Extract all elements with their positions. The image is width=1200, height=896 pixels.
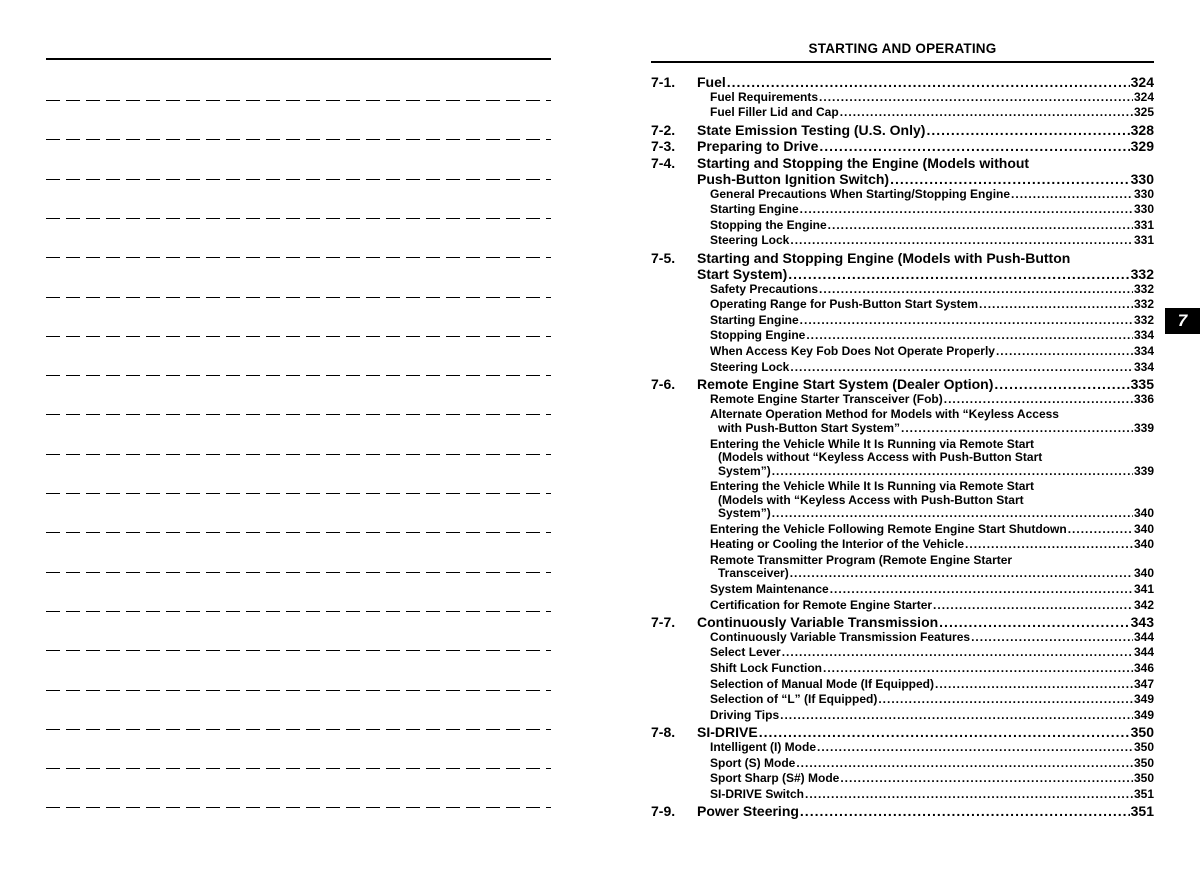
entry-title: Safety Precautions	[710, 281, 819, 296]
dot-leader	[819, 91, 1133, 105]
entry-body	[710, 678, 1154, 692]
entry-body	[697, 138, 1154, 154]
entry-line	[710, 631, 1154, 645]
entry-title: Preparing to Drive	[697, 138, 819, 155]
page-number: 350	[1133, 755, 1154, 770]
entry-title: System Maintenance	[710, 582, 829, 596]
note-line	[46, 257, 551, 258]
page-number: 339	[1133, 463, 1154, 478]
page-number: 350	[1130, 724, 1154, 741]
entry-title: Power Steering	[697, 803, 799, 820]
entry-line	[697, 376, 1154, 392]
entry-title: When Access Key Fob Does Not Operate Properly	[710, 344, 995, 358]
page-number: 340	[1133, 521, 1154, 536]
entry-line	[697, 122, 1154, 138]
page-number: 342	[1133, 597, 1154, 612]
note-line	[46, 572, 551, 573]
entry-line	[710, 91, 1154, 105]
entry-title: Stopping the Engine	[710, 217, 827, 232]
entry-title: Fuel	[697, 74, 726, 90]
section-number: 7-9.	[651, 803, 676, 820]
page-number: 349	[1133, 707, 1154, 722]
entry-body	[710, 538, 1154, 552]
entry-line	[710, 234, 1154, 248]
dot-leader	[840, 106, 1133, 120]
note-line	[46, 414, 551, 415]
page-number: 329	[1130, 138, 1154, 155]
note-line	[46, 454, 551, 455]
entry-line	[697, 266, 1154, 282]
note-line	[46, 532, 551, 533]
entry-title: Fuel Filler Lid and Cap	[710, 105, 839, 120]
entry-title: Continuously Variable Transmission	[697, 614, 939, 631]
page-number: 344	[1133, 629, 1154, 644]
dot-leader	[800, 314, 1133, 328]
dot-leader	[1011, 188, 1133, 202]
dot-leader	[979, 298, 1133, 312]
dot-leader	[828, 219, 1133, 233]
entry-title: Shift Lock Function	[710, 661, 822, 675]
entry-line	[710, 693, 1154, 707]
entry-title: SI-DRIVE Switch	[710, 786, 805, 801]
entry-body	[710, 219, 1154, 233]
dot-leader	[805, 788, 1133, 802]
page-title: STARTING AND OPERATING	[808, 41, 997, 56]
page-number: 332	[1133, 281, 1154, 296]
note-line	[46, 179, 551, 180]
dot-leader	[878, 693, 1133, 707]
page-number: 351	[1130, 803, 1154, 820]
page-number: 343	[1130, 614, 1154, 631]
dot-leader	[965, 538, 1133, 552]
page-number: 328	[1130, 121, 1154, 138]
entry-line	[710, 422, 1154, 436]
entry-body	[710, 709, 1154, 723]
entry-title: System”)	[718, 506, 771, 521]
entry-title: Sport (S) Mode	[710, 755, 796, 770]
note-line	[46, 139, 551, 140]
entry-title: SI-DRIVE	[697, 724, 758, 741]
entry-title: Continuously Variable Transmission Features	[710, 629, 971, 644]
page-number: 340	[1133, 506, 1154, 521]
page-number: 331	[1133, 233, 1154, 248]
dot-leader	[772, 507, 1133, 521]
dot-leader	[780, 709, 1133, 723]
entry-title: Select Lever	[710, 645, 781, 660]
entry-body	[697, 614, 1154, 630]
entry-body	[710, 283, 1154, 297]
entry-body	[710, 314, 1154, 328]
entry-title: Steering Lock	[710, 233, 790, 248]
page-number: 332	[1130, 266, 1154, 282]
entry-title-line: Alternate Operation Method for Models with “Keyless Access	[710, 407, 1059, 422]
dot-leader	[817, 741, 1133, 755]
entry-body	[710, 554, 1154, 581]
page-number: 350	[1133, 740, 1154, 754]
note-line	[46, 297, 551, 298]
dot-leader	[830, 583, 1133, 597]
section-number: 7-4.	[651, 155, 676, 171]
entry-title: Remote Engine Start System (Dealer Option)	[697, 376, 994, 393]
entry-line	[710, 583, 1154, 597]
note-line	[46, 218, 551, 219]
section-number: 7-6.	[651, 376, 676, 393]
page-number: 344	[1133, 645, 1154, 660]
dot-leader	[935, 678, 1133, 692]
entry-title: Operating Range for Push-Button Start System	[710, 297, 979, 312]
toc-page	[600, 0, 1200, 896]
dot-leader	[890, 171, 1130, 187]
entry-title-line: Entering the Vehicle While It Is Running via Remote Start	[710, 436, 1035, 451]
dot-leader	[971, 631, 1133, 645]
entry-line	[697, 803, 1154, 819]
entry-title: State Emission Testing (U.S. Only)	[697, 121, 926, 138]
entry-body	[710, 345, 1154, 359]
note-line	[46, 611, 551, 612]
entry-body	[697, 74, 1154, 90]
dot-leader	[772, 465, 1133, 479]
page-number: 349	[1133, 692, 1154, 707]
entry-title-line: Starting and Stopping the Engine (Models without	[697, 155, 1030, 171]
entry-title-line: Entering the Vehicle While It Is Running via Remote Start	[710, 479, 1035, 494]
dot-leader	[944, 393, 1133, 407]
section-number: 7-2.	[651, 121, 676, 138]
entry-title: Selection of “L” (If Equipped)	[710, 692, 878, 707]
page-number: 351	[1133, 786, 1154, 801]
note-line	[46, 768, 551, 769]
entry-line	[697, 138, 1154, 154]
page-number: 325	[1133, 105, 1154, 120]
dot-leader	[939, 614, 1129, 630]
entry-line	[710, 538, 1154, 552]
entry-body	[710, 361, 1154, 375]
entry-body	[710, 599, 1154, 613]
page-number: 334	[1133, 344, 1154, 358]
chapter-tab-label: 7	[1177, 311, 1188, 330]
dot-leader	[926, 122, 1129, 138]
entry-body	[710, 438, 1154, 479]
entry-line	[710, 507, 1154, 521]
entry-title: Driving Tips	[710, 707, 780, 722]
entry-line	[710, 298, 1154, 312]
dot-leader	[840, 772, 1133, 786]
entry-line	[710, 203, 1154, 217]
dot-leader	[800, 203, 1133, 217]
dot-leader	[796, 757, 1133, 771]
entry-body	[697, 803, 1154, 819]
entry-line	[710, 283, 1154, 297]
entry-line	[697, 171, 1154, 187]
entry-body	[710, 234, 1154, 248]
entry-body	[697, 122, 1154, 138]
entry-line	[710, 772, 1154, 786]
entry-title: Fuel Requirements	[710, 89, 819, 104]
entry-title: Entering the Vehicle Following Remote Engine Start Shutdown	[710, 521, 1067, 536]
dot-leader	[996, 345, 1133, 359]
entry-line	[710, 678, 1154, 692]
entry-body	[710, 298, 1154, 312]
entry-line	[710, 314, 1154, 328]
entry-line	[697, 614, 1154, 630]
dot-leader	[759, 724, 1130, 740]
section-number: 7-5.	[651, 250, 676, 266]
entry-body	[710, 91, 1154, 105]
entry-line	[710, 646, 1154, 660]
note-line	[46, 690, 551, 691]
entry-body	[710, 693, 1154, 707]
dot-leader	[782, 646, 1133, 660]
page-number: 346	[1133, 661, 1154, 675]
entry-body	[710, 523, 1154, 537]
entry-body	[710, 480, 1154, 521]
page-number: 350	[1133, 771, 1154, 786]
dot-leader	[727, 74, 1130, 90]
entry-line	[697, 724, 1154, 740]
entry-title: Transceiver)	[718, 566, 789, 581]
entry-body	[697, 724, 1154, 740]
entry-body	[710, 662, 1154, 676]
entry-title-line: (Models without “Keyless Access with Push-Button Start	[718, 450, 1043, 464]
note-line	[46, 336, 551, 337]
entry-body	[710, 788, 1154, 802]
entry-body	[710, 188, 1154, 202]
entry-line	[710, 345, 1154, 359]
entry-line	[710, 188, 1154, 202]
entry-body	[710, 393, 1154, 407]
entry-body	[710, 757, 1154, 771]
dot-leader	[790, 234, 1133, 248]
dot-leader	[788, 266, 1129, 282]
entry-title-line: Starting and Stopping Engine (Models with Push-Button	[697, 250, 1071, 266]
page-number: 341	[1133, 582, 1154, 596]
entry-body	[697, 155, 1154, 187]
entry-body	[710, 329, 1154, 343]
page-number: 334	[1133, 328, 1154, 343]
note-line	[46, 650, 551, 651]
dot-leader	[806, 329, 1133, 343]
entry-line	[710, 219, 1154, 233]
page-number: 347	[1133, 676, 1154, 691]
entry-body	[710, 772, 1154, 786]
dot-leader	[994, 376, 1129, 392]
dot-leader	[790, 567, 1133, 581]
entry-body	[697, 250, 1154, 282]
entry-title: General Precautions When Starting/Stopping Engine	[710, 186, 1011, 201]
dot-leader	[1068, 523, 1133, 537]
entry-title-line: Remote Transmitter Program (Remote Engine Starter	[710, 552, 1013, 567]
entry-body	[710, 741, 1154, 755]
entry-title: Sport Sharp (S#) Mode	[710, 771, 840, 786]
section-number: 7-1.	[651, 74, 676, 90]
entry-line	[710, 788, 1154, 802]
entry-title: Stopping Engine	[710, 328, 806, 343]
page-number: 335	[1130, 376, 1154, 393]
entry-line	[710, 662, 1154, 676]
entry-body	[710, 106, 1154, 120]
entry-line	[710, 523, 1154, 537]
entry-line	[710, 709, 1154, 723]
page-number: 324	[1130, 74, 1154, 90]
page-number: 330	[1133, 186, 1154, 201]
page-number: 324	[1133, 89, 1154, 104]
entry-body	[710, 646, 1154, 660]
entry-title: Start System)	[697, 266, 788, 282]
entry-line	[710, 329, 1154, 343]
dot-leader	[933, 599, 1133, 613]
dot-leader	[790, 361, 1133, 375]
entry-title: Remote Engine Starter Transceiver (Fob)	[710, 391, 943, 406]
page-number: 336	[1133, 391, 1154, 406]
chapter-tab[interactable]	[1165, 308, 1200, 334]
note-line	[46, 375, 551, 376]
entry-title-line: (Models with “Keyless Access with Push-Button Start	[718, 492, 1024, 507]
entry-line	[710, 393, 1154, 407]
entry-line	[710, 567, 1154, 581]
entry-line	[710, 465, 1154, 479]
entry-title: System”)	[718, 463, 771, 478]
dot-leader	[819, 283, 1133, 297]
dot-leader	[901, 422, 1133, 436]
dot-leader	[800, 803, 1130, 819]
entry-line	[710, 741, 1154, 755]
note-line	[46, 807, 551, 808]
entry-title: Intelligent (I) Mode	[710, 740, 816, 754]
entry-body	[710, 408, 1154, 435]
section-number: 7-7.	[651, 614, 676, 631]
section-number: 7-8.	[651, 724, 676, 741]
entry-line	[697, 74, 1154, 90]
page-number: 331	[1133, 217, 1154, 232]
section-number: 7-3.	[651, 138, 676, 155]
entry-title: with Push-Button Start System”	[718, 420, 901, 435]
entry-body	[710, 203, 1154, 217]
entry-body	[697, 376, 1154, 392]
entry-title: Heating or Cooling the Interior of the Vehicle	[710, 537, 965, 552]
note-line	[46, 493, 551, 494]
page-number: 330	[1130, 171, 1154, 187]
entry-line	[710, 599, 1154, 613]
entry-line	[710, 361, 1154, 375]
note-line	[46, 100, 551, 101]
note-line	[46, 729, 551, 730]
dot-leader	[819, 138, 1129, 154]
entry-title: Certification for Remote Engine Starter	[710, 597, 933, 612]
entry-title: Push-Button Ignition Switch)	[697, 171, 890, 187]
entry-line	[710, 106, 1154, 120]
entry-body	[710, 583, 1154, 597]
left-top-rule	[46, 58, 551, 60]
page-number: 334	[1133, 359, 1154, 374]
entry-title: Starting Engine	[710, 202, 799, 217]
page-number: 340	[1133, 566, 1154, 581]
dot-leader	[823, 662, 1133, 676]
entry-line	[710, 757, 1154, 771]
page-number: 332	[1133, 297, 1154, 312]
header-rule	[651, 61, 1154, 63]
page-number: 330	[1133, 202, 1154, 217]
entry-title: Steering Lock	[710, 359, 790, 374]
page-number: 340	[1133, 537, 1154, 552]
page-number: 339	[1133, 420, 1154, 435]
page-number: 332	[1133, 312, 1154, 327]
entry-title: Starting Engine	[710, 312, 799, 327]
entry-body	[710, 631, 1154, 645]
entry-title: Selection of Manual Mode (If Equipped)	[710, 676, 934, 691]
